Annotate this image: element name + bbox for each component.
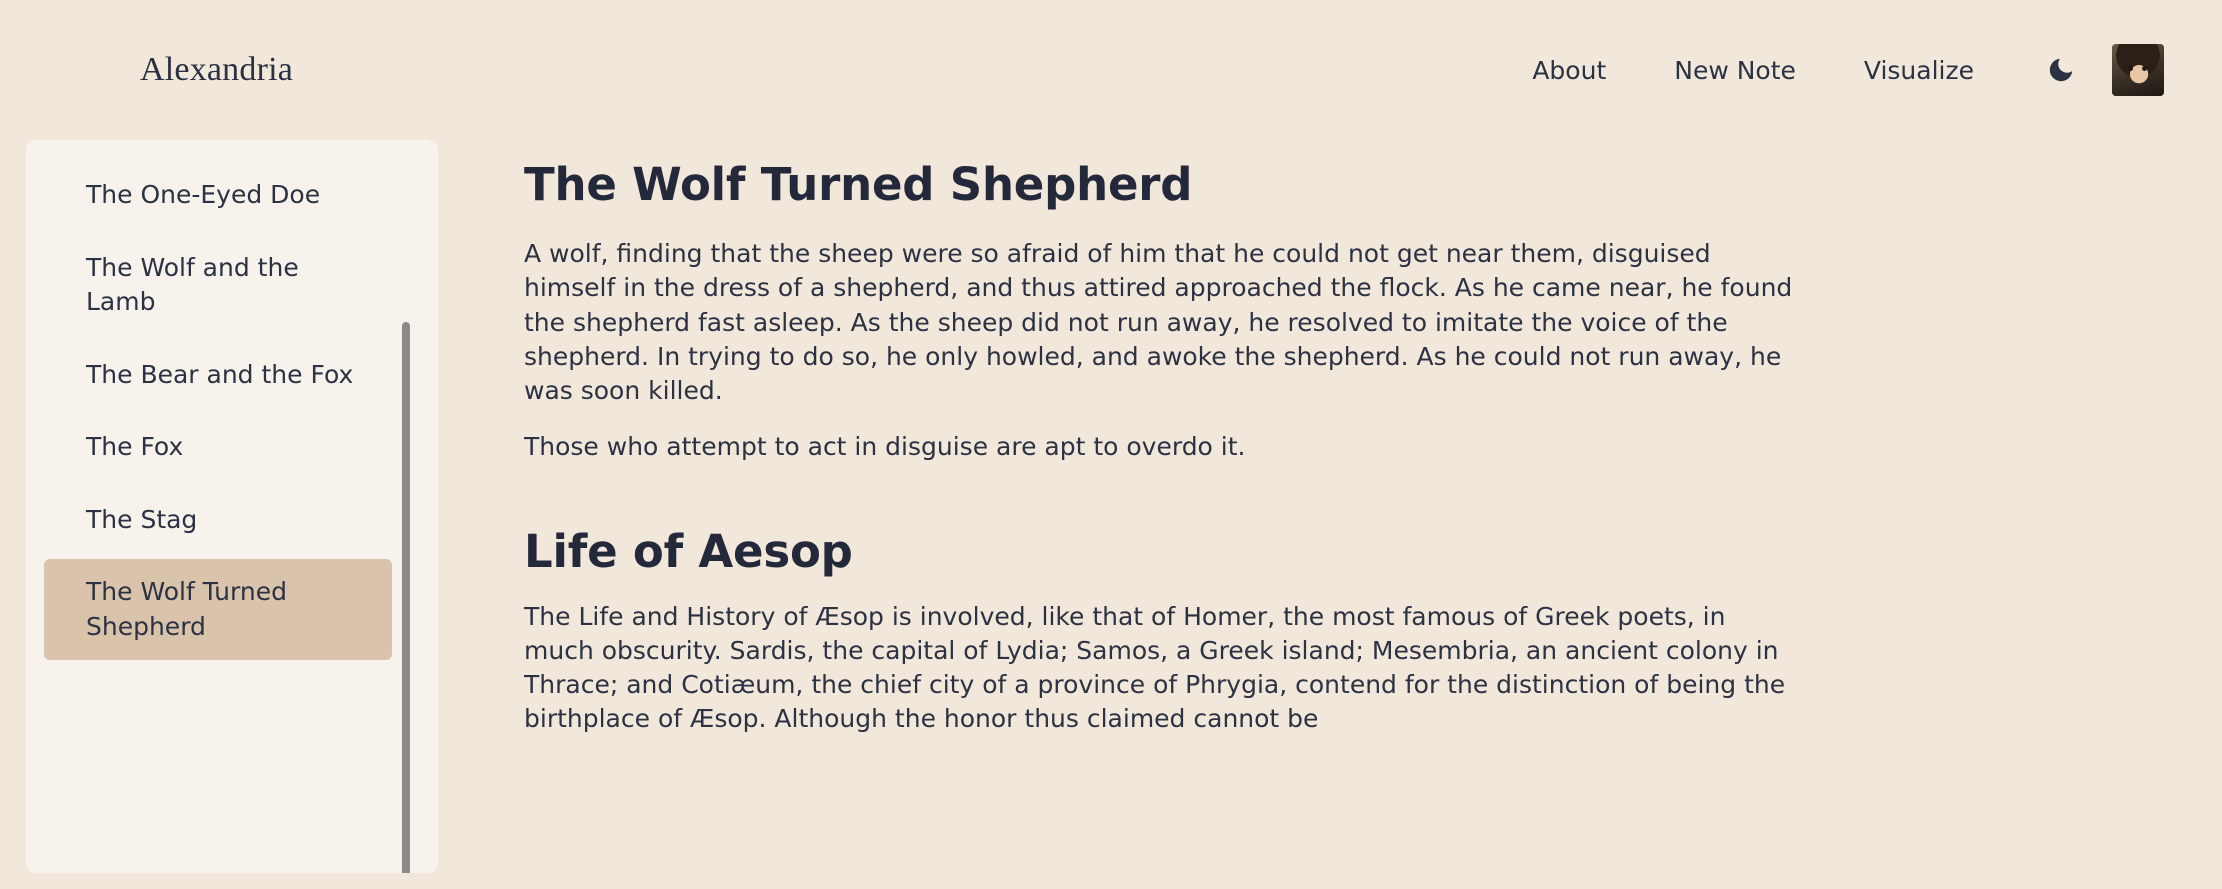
- sidebar-item-the-fox[interactable]: The Fox: [86, 432, 184, 461]
- app-brand[interactable]: Alexandria: [140, 51, 294, 88]
- sidebar-scrollbar-thumb[interactable]: [402, 322, 410, 873]
- notes-sidebar: [26, 140, 438, 873]
- sidebar-item-the-stag[interactable]: The Stag: [86, 504, 198, 534]
- nav-about[interactable]: About: [1532, 55, 1607, 85]
- main-nav: [1498, 44, 2164, 96]
- moon-icon[interactable]: [2044, 53, 2078, 87]
- note-paragraph-3: The Life and History of Æsop is involved, like that of Homer, the most famous of Greek poets, in much obscurity. Sardis, the capital of Lydia; Samos, a Greek island; Mesembria, an ancient colony in Thrace; and Cotiæum, the chief city of a province of Phrygia, contend for the distinction of being the birthplace of Æsop. Although the honor thus claimed cannot be: [524, 601, 1786, 734]
- app-header: [0, 0, 2222, 140]
- sidebar-item-wolf-turned-shepherd[interactable]: The Wolf Turned Shepherd: [44, 559, 392, 660]
- nav-new-note[interactable]: New Note: [1674, 55, 1796, 85]
- sidebar-item-wolf-and-the-lamb[interactable]: The Wolf and the Lamb: [86, 252, 299, 316]
- avatar-eye-left: [2128, 66, 2133, 71]
- nav-visualize[interactable]: Visualize: [1863, 55, 1974, 85]
- note-paragraph-1: A wolf, finding that the sheep were so afraid of him that he could not get near them, disguised himself in the dress of a shepherd, and thus attired approached the flock. As he came near, he found the shepherd fast asleep. As the sheep did not run away, he resolved to imitate the voice of the shepherd. In trying to do so, he only howled, and awoke the shepherd. As he could not run away, he was soon killed.: [524, 239, 1793, 405]
- section-title-life-of-aesop: Life of Aesop: [524, 524, 853, 578]
- note-paragraph-2: Those who attempt to act in disguise are apt to overdo it.: [524, 432, 1246, 462]
- page-layout: [0, 140, 2222, 889]
- sidebar-item-one-eyed-doe[interactable]: The One-Eyed Doe: [86, 180, 321, 209]
- sidebar-item-bear-and-the-fox[interactable]: The Bear and the Fox: [86, 359, 354, 389]
- notes-list: [26, 162, 438, 660]
- note-content: [438, 140, 1858, 759]
- page-title: The Wolf Turned Shepherd: [524, 158, 1193, 211]
- user-avatar[interactable]: [2112, 44, 2164, 96]
- avatar-eye-right: [2142, 66, 2147, 71]
- avatar-image: [2112, 44, 2164, 96]
